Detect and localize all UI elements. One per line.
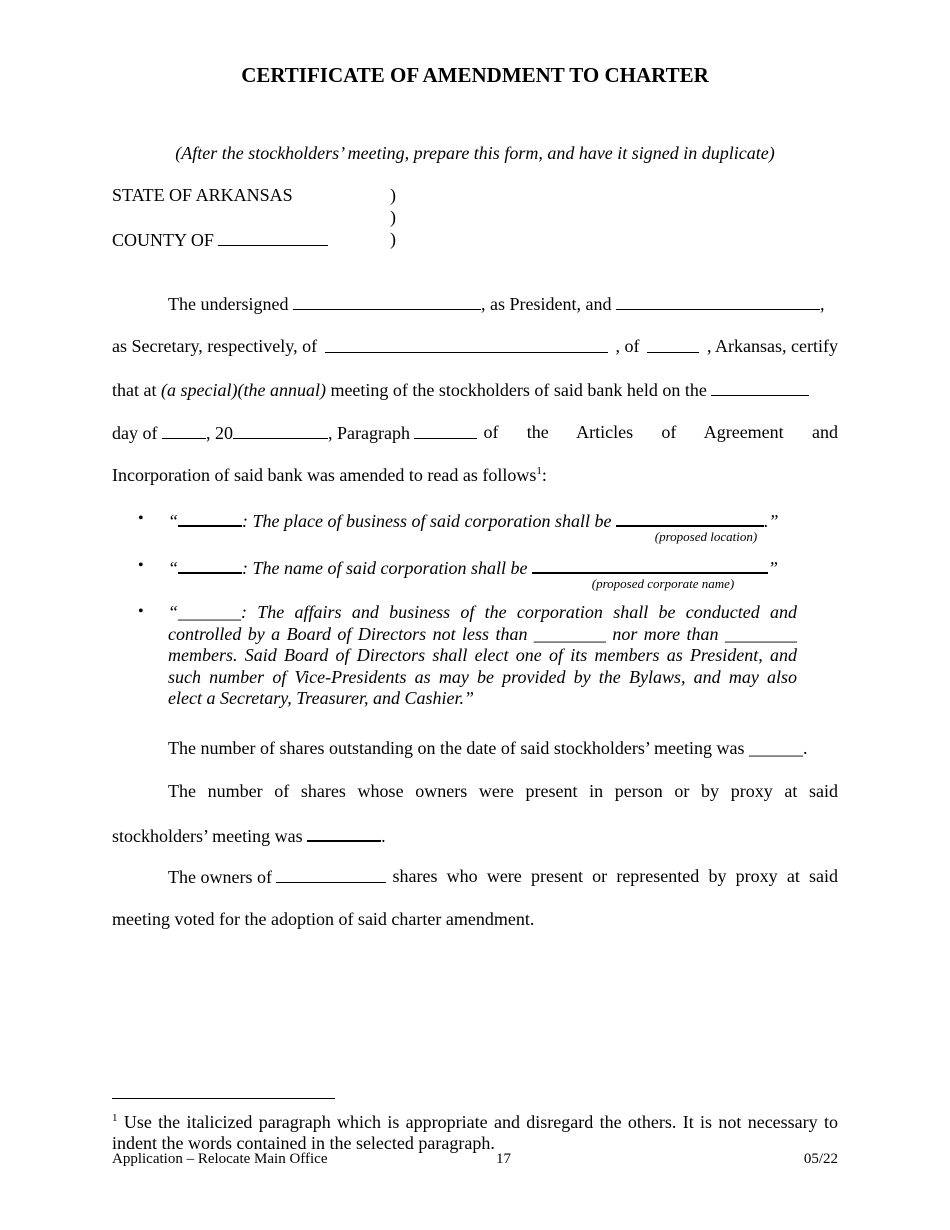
page-number: 17 [496,1151,511,1167]
proposed-name-blank[interactable] [532,556,768,574]
text-as-president: , as President, and [480,294,612,314]
footnote [112,1108,838,1153]
footnote-text: Use the italicized paragraph which is appropriate and disregard the others. It is not necessary to indent the words contained in the selected paragraph. [112,1112,838,1153]
text-paragraph: , Paragraph [327,423,410,443]
meeting-type-option: (a special)(the annual) [160,380,326,400]
bullet-dot-2: • [138,557,144,574]
body-line-5 [112,465,547,486]
county-blank[interactable] [218,229,328,246]
text-of: , of [615,336,640,356]
shares-present-line-2 [112,824,386,847]
text-meeting-was: stockholders’ meeting was [112,826,303,846]
close-quote: ” [768,558,779,578]
text-articles: of the Articles of Agreement and [483,422,838,442]
text-year-prefix: , 20 [205,423,233,443]
shares-present-blank[interactable] [307,824,381,842]
text-undersigned: The undersigned [168,294,289,314]
shares-present-line-1: The number of shares whose owners were present in person or by proxy at said [168,781,838,801]
text-as-secretary: as Secretary, respectively, of [112,336,318,356]
document-title: CERTIFICATE OF AMENDMENT TO CHARTER [241,63,709,87]
footnote-ref: 1 [536,465,542,477]
name-paragraph-blank[interactable] [178,556,242,574]
name-clause: : The name of said corporation shall be [242,558,528,578]
text-owners-of: The owners of [168,867,272,887]
president-name-blank[interactable] [293,293,481,310]
venue-paren-3: ) [390,229,396,249]
text-shares-present: shares who were present or represented by proxy at said [392,866,838,886]
proposed-name-caption: (proposed corporate name) [591,576,735,591]
proposed-location-caption: (proposed location) [654,529,758,544]
board-line-2: controlled by a Board of Directors not less than ________ nor more than ________ [168,623,797,644]
city-blank[interactable] [647,336,699,353]
bullet-dot-1: • [138,510,144,527]
open-quote: “ [168,558,179,578]
secretary-name-blank[interactable] [616,293,820,310]
owners-line-1 [168,866,838,888]
text-meeting-held: meeting of the stockholders of said bank held on the [330,380,707,400]
body-line-4 [112,422,838,444]
board-line-1: “_______: The affairs and business of the corporation shall be conducted and [168,602,797,622]
location-paragraph-blank[interactable] [178,509,242,527]
text-incorporation: Incorporation of said bank was amended to read as follows [112,465,537,485]
bullet-dot-3: • [138,603,144,620]
bullet-board-paragraph [168,602,797,710]
footnote-divider [112,1098,335,1099]
body-line-3 [112,379,809,401]
state-label: STATE OF ARKANSAS [112,185,293,205]
venue-paren-2: ) [390,207,396,227]
board-line-4: such number of Vice-Presidents as may be provided by the Bylaws, and may also [168,666,797,687]
paragraph-number-blank[interactable] [414,422,477,439]
text-colon: : [541,465,547,485]
footnote-mark: 1 [112,1112,118,1124]
open-quote: “ [168,511,179,531]
proposed-location-blank[interactable] [616,509,764,527]
day-of-group [112,422,477,444]
body-line-2 [112,336,838,357]
owners-of-group [168,866,386,888]
location-clause: : The place of business of said corporation shall be [242,511,612,531]
body-line-1 [168,293,824,315]
county-line [112,229,328,251]
text-period: . [381,826,386,846]
footer-title: Application – Relocate Main Office [112,1151,328,1167]
instruction-note: (After the stockholders’ meeting, prepare this form, and have it signed in duplicate) [175,143,775,163]
revision-date: 05/22 [803,1151,838,1167]
year-blank[interactable] [233,422,328,439]
venue-paren-1: ) [390,185,396,205]
month-blank[interactable] [162,422,206,439]
county-label: COUNTY OF [112,230,214,250]
shares-voted-blank[interactable] [276,866,386,883]
text-arkansas-certify: , Arkansas, certify [707,336,838,356]
text-comma: , [819,294,825,314]
text-that-at: that at [112,380,157,400]
text-day-of: day of [112,423,158,443]
bank-name-blank[interactable] [325,336,608,353]
day-blank[interactable] [711,379,809,396]
board-line-3: members. Said Board of Directors shall elect one of its members as President, and [168,645,797,665]
owners-line-2: meeting voted for the adoption of said charter amendment. [112,909,535,929]
board-line-5: elect a Secretary, Treasurer, and Cashier.” [168,688,474,708]
close-quote: .” [764,511,779,531]
shares-outstanding: The number of shares outstanding on the date of said stockholders’ meeting was ______. [168,738,808,758]
